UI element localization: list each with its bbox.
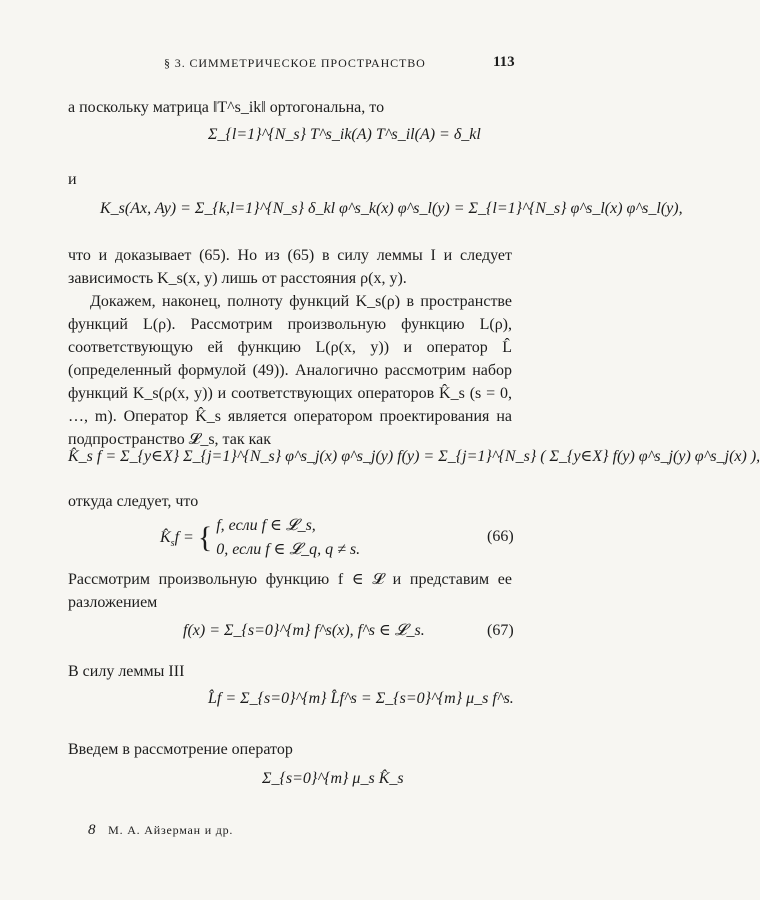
intro-text: а поскольку матрица ‖T^s_ik‖ ортогональна, то: [68, 99, 385, 116]
equation-67-text: f(x) = Σ_{s=0}^{m} f^s(x), f^s ∈ 𝓛_s.: [183, 622, 425, 639]
running-header: [0, 56, 570, 74]
equation-projection-text: K̂_s f = Σ_{y∈X} Σ_{j=1}^{N_s} φ^s_j(x) φ^s_j(y) f(y) = Σ_{j=1}^{N_s} ( Σ_{y∈X} f(y) φ^s_j(y) φ^s_j(x) ),: [68, 448, 760, 465]
whence-line: [68, 490, 512, 513]
paragraph-proof-end-text: что и доказывает (65). Но из (65) в силу леммы I и следует зависимость K_s(x, y) лишь от расстояния ρ(x, y).: [68, 247, 512, 287]
introduce-text: Введем в рассмотрение оператор: [68, 741, 293, 758]
footer-text: М. А. Айзерман и др.: [108, 823, 234, 837]
equation-67-number: (67): [487, 622, 514, 639]
section-title: § 3. СИММЕТРИЧЕСКОЕ ПРОСТРАНСТВО: [164, 56, 426, 70]
and-text: и: [68, 171, 77, 188]
equation-66-number: (66): [487, 528, 514, 545]
lemma3-text: В силу леммы III: [68, 663, 185, 680]
equation-operator-sum: [262, 770, 404, 788]
paragraph-expansion: [68, 568, 512, 614]
equation-operator-l: [208, 690, 514, 708]
and-line: [68, 168, 512, 191]
equation-kernel-invariance: [100, 200, 683, 218]
equation-66-case-1: f, если f ∈ 𝓛_s,: [216, 517, 316, 534]
equation-67: [183, 620, 425, 640]
introduce-line: [68, 738, 512, 761]
paragraph-proof-end: [68, 244, 512, 290]
signature-mark: 8: [88, 822, 97, 838]
page-number: 113: [493, 54, 515, 70]
lemma3-line: [68, 660, 512, 683]
paragraph-completeness: [68, 290, 512, 451]
equation-operator-l-text: L̂f = Σ_{s=0}^{m} L̂f^s = Σ_{s=0}^{m} μ_s f^s.: [208, 690, 514, 707]
equation-66: $K̂_sf$ = { f, если f ∈ 𝓛_s, 0, если f ∈ 𝓛_q, q ≠ s.: [160, 514, 360, 562]
whence-text: откуда следует, что: [68, 493, 199, 510]
page-footer: [88, 822, 233, 839]
equation-orthogonality: [208, 126, 481, 144]
intro-line: [68, 96, 512, 119]
paragraph-completeness-text: Докажем, наконец, полноту функций K_s(ρ) в пространстве функций L(ρ). Рассмотрим произвольную функцию L(ρ), соответствующую ей функцию L(ρ(x, y)) и оператор L̂ (определенный формулой (49)). Аналогично рассмотрим набор функций K_s(ρ(x, y)) и соответствующих операторов K̂_s (s = 0, …, m). Оператор K̂_s является оператором проектирования на подпространство 𝓛_s, так как: [68, 293, 512, 448]
equation-66-case-2: 0, если f ∈ 𝓛_q, q ≠ s.: [216, 541, 361, 558]
paragraph-expansion-text: Рассмотрим произвольную функцию f ∈ 𝓛 и представим ее разложением: [68, 571, 512, 611]
equation-operator-sum-text: Σ_{s=0}^{m} μ_s K̂_s: [262, 770, 404, 787]
equation-orthogonality-text: Σ_{l=1}^{N_s} T^s_ik(A) T^s_il(A) = δ_kl: [208, 126, 481, 143]
equation-projection: [68, 446, 760, 466]
equation-kernel-invariance-text: K_s(Ax, Ay) = Σ_{k,l=1}^{N_s} δ_kl φ^s_k(x) φ^s_l(y) = Σ_{l=1}^{N_s} φ^s_l(x) φ^s_l(y),: [100, 200, 683, 217]
